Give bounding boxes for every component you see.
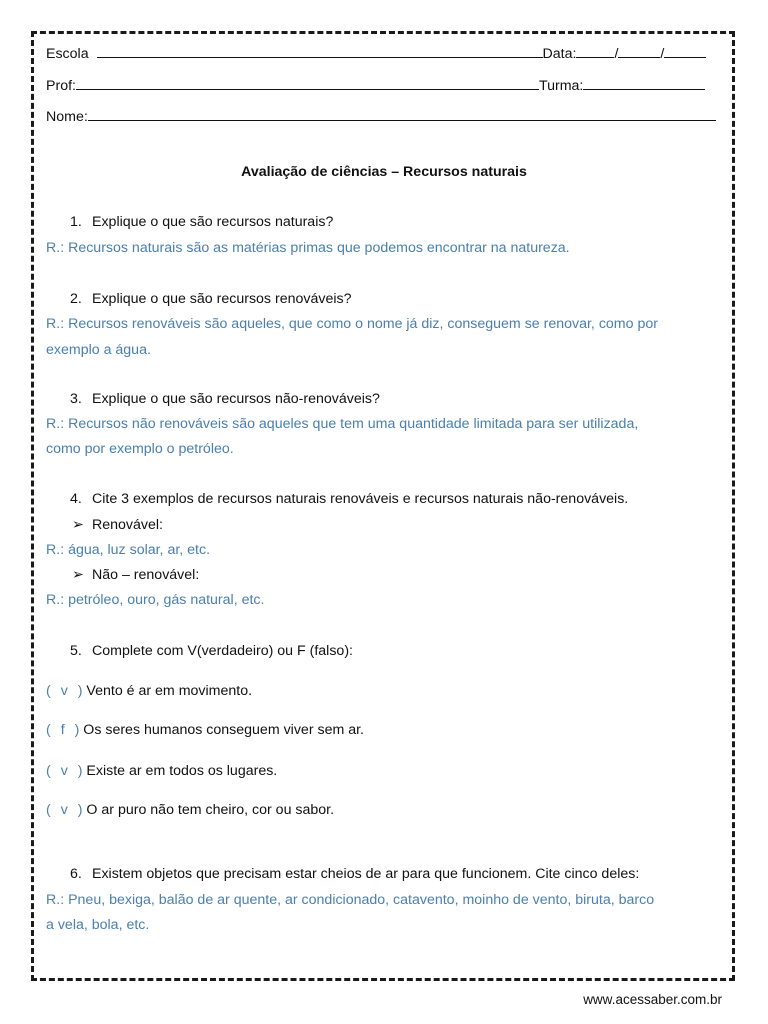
school-label: Escola <box>46 46 89 62</box>
question-text: Complete com V(verdadeiro) ou F (falso): <box>92 643 353 659</box>
question-number: 2. <box>70 291 82 307</box>
question-number: 5. <box>70 643 82 659</box>
tf-open-paren: ( <box>46 802 51 818</box>
answer-4-renewable: R.: água, luz solar, ar, etc. <box>46 542 211 558</box>
date-label: Data: <box>542 46 577 62</box>
tf-mark[interactable]: f <box>60 722 65 738</box>
name-label: Nome: <box>46 109 88 125</box>
question-text: Existem objetos que precisam estar cheios de ar para que funcionem. Cite cinco deles: <box>92 866 640 882</box>
question-5 <box>70 642 353 660</box>
answer-3-line-2: como por exemplo o petróleo. <box>46 441 234 457</box>
question-4 <box>70 490 628 508</box>
answer-3-line-1: R.: Recursos não renováveis são aqueles que tem uma quantidade limitada para ser utilizada, <box>46 416 639 432</box>
teacher-label: Prof: <box>46 78 76 94</box>
date-day-line[interactable] <box>576 44 614 58</box>
question-2 <box>70 290 351 308</box>
date-month-line[interactable] <box>618 44 660 58</box>
tf-mark[interactable]: v <box>60 802 68 818</box>
answer-4-nonrenewable: R.: petróleo, ouro, gás natural, etc. <box>46 592 265 608</box>
name-input-line[interactable] <box>88 107 716 121</box>
school-input-line[interactable] <box>97 44 543 58</box>
true-false-item <box>46 721 364 739</box>
tf-statement: O ar puro não tem cheiro, cor ou sabor. <box>86 802 335 818</box>
question-number: 3. <box>70 391 82 407</box>
question-number: 1. <box>70 214 82 230</box>
true-false-item <box>46 801 334 819</box>
answer-2-line-2: exemplo a água. <box>46 342 151 358</box>
question-number: 6. <box>70 866 82 882</box>
question-1 <box>70 213 333 231</box>
answer-2-line-1: R.: Recursos renováveis são aqueles, que como o nome já diz, conseguem se renovar, como por <box>46 316 658 332</box>
teacher-field <box>46 76 705 95</box>
tf-close-paren: ) <box>74 722 80 738</box>
question-text: Cite 3 exemplos de recursos naturais renováveis e recursos naturais não-renováveis. <box>92 491 629 507</box>
class-input-line[interactable] <box>583 76 705 90</box>
date-sep-1: / <box>614 46 619 62</box>
true-false-item <box>46 762 277 780</box>
answer-1: R.: Recursos naturais são as matérias primas que podemos encontrar na natureza. <box>46 240 570 256</box>
date-year-line[interactable] <box>664 44 706 58</box>
tf-close-paren: ) <box>77 763 83 779</box>
question-3 <box>70 390 380 408</box>
tf-mark[interactable]: v <box>60 683 68 699</box>
footer-url[interactable]: www.acessaber.com.br <box>583 992 722 1007</box>
tf-statement: Vento é ar em movimento. <box>86 683 253 699</box>
tf-statement: Os seres humanos conseguem viver sem ar. <box>83 722 364 738</box>
tf-close-paren: ) <box>77 802 83 818</box>
question-6 <box>70 865 639 883</box>
tf-close-paren: ) <box>77 683 83 699</box>
arrow-bullet-icon: ➢ <box>72 517 84 533</box>
question-number: 4. <box>70 491 82 507</box>
sub-item-label: Renovável: <box>92 517 163 533</box>
question-text: Explique o que são recursos não-renováveis? <box>92 391 380 407</box>
question-text: Explique o que são recursos naturais? <box>92 214 334 230</box>
school-field <box>46 44 706 63</box>
teacher-input-line[interactable] <box>76 76 539 90</box>
sub-item-label: Não – renovável: <box>92 567 200 583</box>
page-title: Avaliação de ciências – Recursos naturais <box>241 164 527 180</box>
tf-mark[interactable]: v <box>60 763 68 779</box>
tf-statement: Existe ar em todos os lugares. <box>86 763 278 779</box>
true-false-item <box>46 682 252 700</box>
tf-open-paren: ( <box>46 763 51 779</box>
tf-open-paren: ( <box>46 683 51 699</box>
question-text: Explique o que são recursos renováveis? <box>92 291 352 307</box>
arrow-bullet-icon: ➢ <box>72 567 84 583</box>
sub-item-nonrenewable <box>72 566 199 584</box>
date-sep-2: / <box>660 46 665 62</box>
class-label: Turma: <box>538 78 584 94</box>
sub-item-renewable <box>72 516 163 534</box>
answer-6-line-2: a vela, bola, etc. <box>46 917 150 933</box>
answer-6-line-1: R.: Pneu, bexiga, balão de ar quente, ar condicionado, catavento, moinho de vento, biruta, barco <box>46 892 655 908</box>
name-field <box>46 107 716 126</box>
tf-open-paren: ( <box>46 722 51 738</box>
